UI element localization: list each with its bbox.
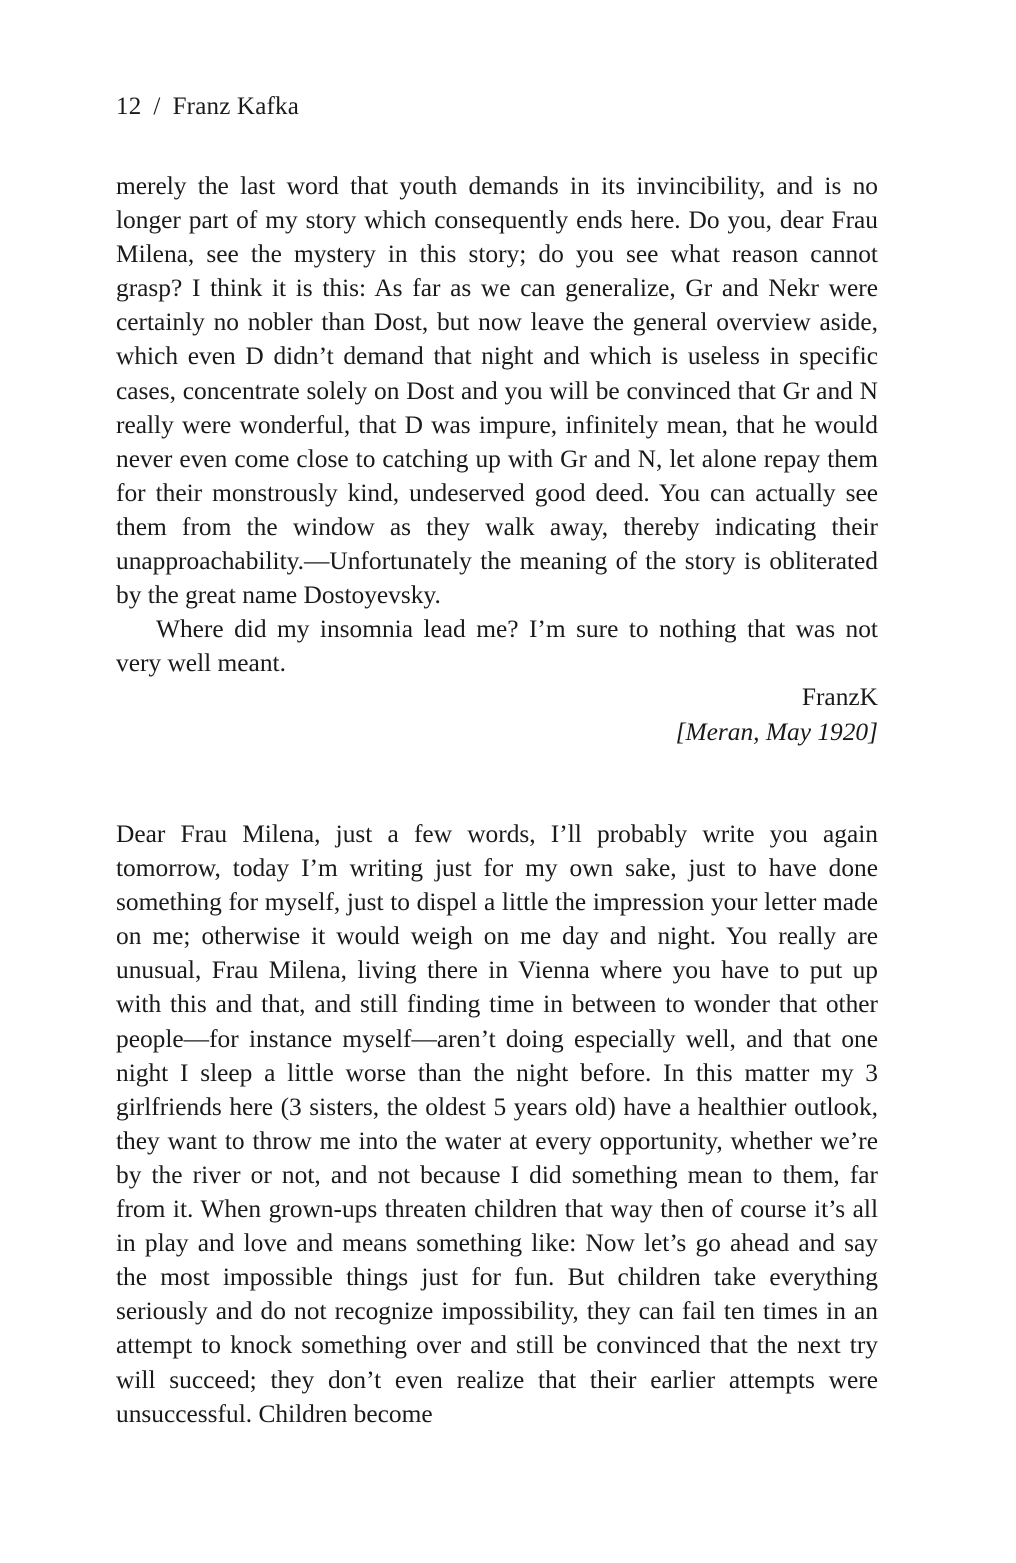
letter-two xyxy=(116,817,878,1431)
letter-one xyxy=(116,169,878,749)
letter-one-paragraph-2: Where did my insomnia lead me? I’m sure to nothing that was not very well meant. xyxy=(116,615,878,678)
header-separator: / xyxy=(153,93,161,120)
letter-dateline: [Meran, May 1920] xyxy=(675,717,878,746)
letter-two-paragraph-1: Dear Frau Milena, just a few words, I’ll probably write you again tomorrow, today I’m writing just for my own sake, just to have done something for myself, just to dispel a little the impression your letter made on me; otherwise it would weigh on me day and night. You really are unusual, Frau Milena, living there in Vienna where you have to put up with this and that, and still finding time in between to wonder that other people—for instance myself—aren’t doing especially well, and that one night I sleep a little worse than the night before. In this matter my 3 girlfriends here (3 sisters, the oldest 5 years old) have a healthier outlook, they want to throw me into the water at every opportunity, whether we’re by the river or not, and not because I did something mean to them, far from it. When grown-ups threaten children that way then of course it’s all in play and love and means something like: Now let’s go ahead and say the most impossible things just for fun. But children take everything seriously and do not recognize impossibility, they can fail ten times in an attempt to knock something over and still be convinced that the next try will succeed; they don’t even realize that their earlier attempts were unsuccessful. Children become xyxy=(116,820,878,1428)
running-head xyxy=(116,92,299,122)
letter-one-paragraph-1: merely the last word that youth demands in its invincibility, and is no longer part of my story which consequently ends here. Do you, dear Frau Milena, see the mystery in this story; do you see what reason cannot grasp? I think it is this: As far as we can generalize, Gr and Nekr were certainly no nobler than Dost, but now leave the general overview aside, which even D didn’t demand that night and which is useless in specific cases, concentrate solely on Dost and you will be convinced that Gr and N really were wonderful, that D was impure, infinitely mean, that he would never even come close to catching up with Gr and N, let alone repay them for their monstrously kind, undeserved good deed. You can actually see them from the window as they walk away, thereby indicating their unapproachability.—Unfortunately the meaning of the story is obliterated by the great name Dostoyevsky. xyxy=(116,172,878,610)
running-title: Franz Kafka xyxy=(172,93,300,120)
letter-signature: FranzK xyxy=(801,683,878,712)
page-number: 12 xyxy=(116,93,142,120)
